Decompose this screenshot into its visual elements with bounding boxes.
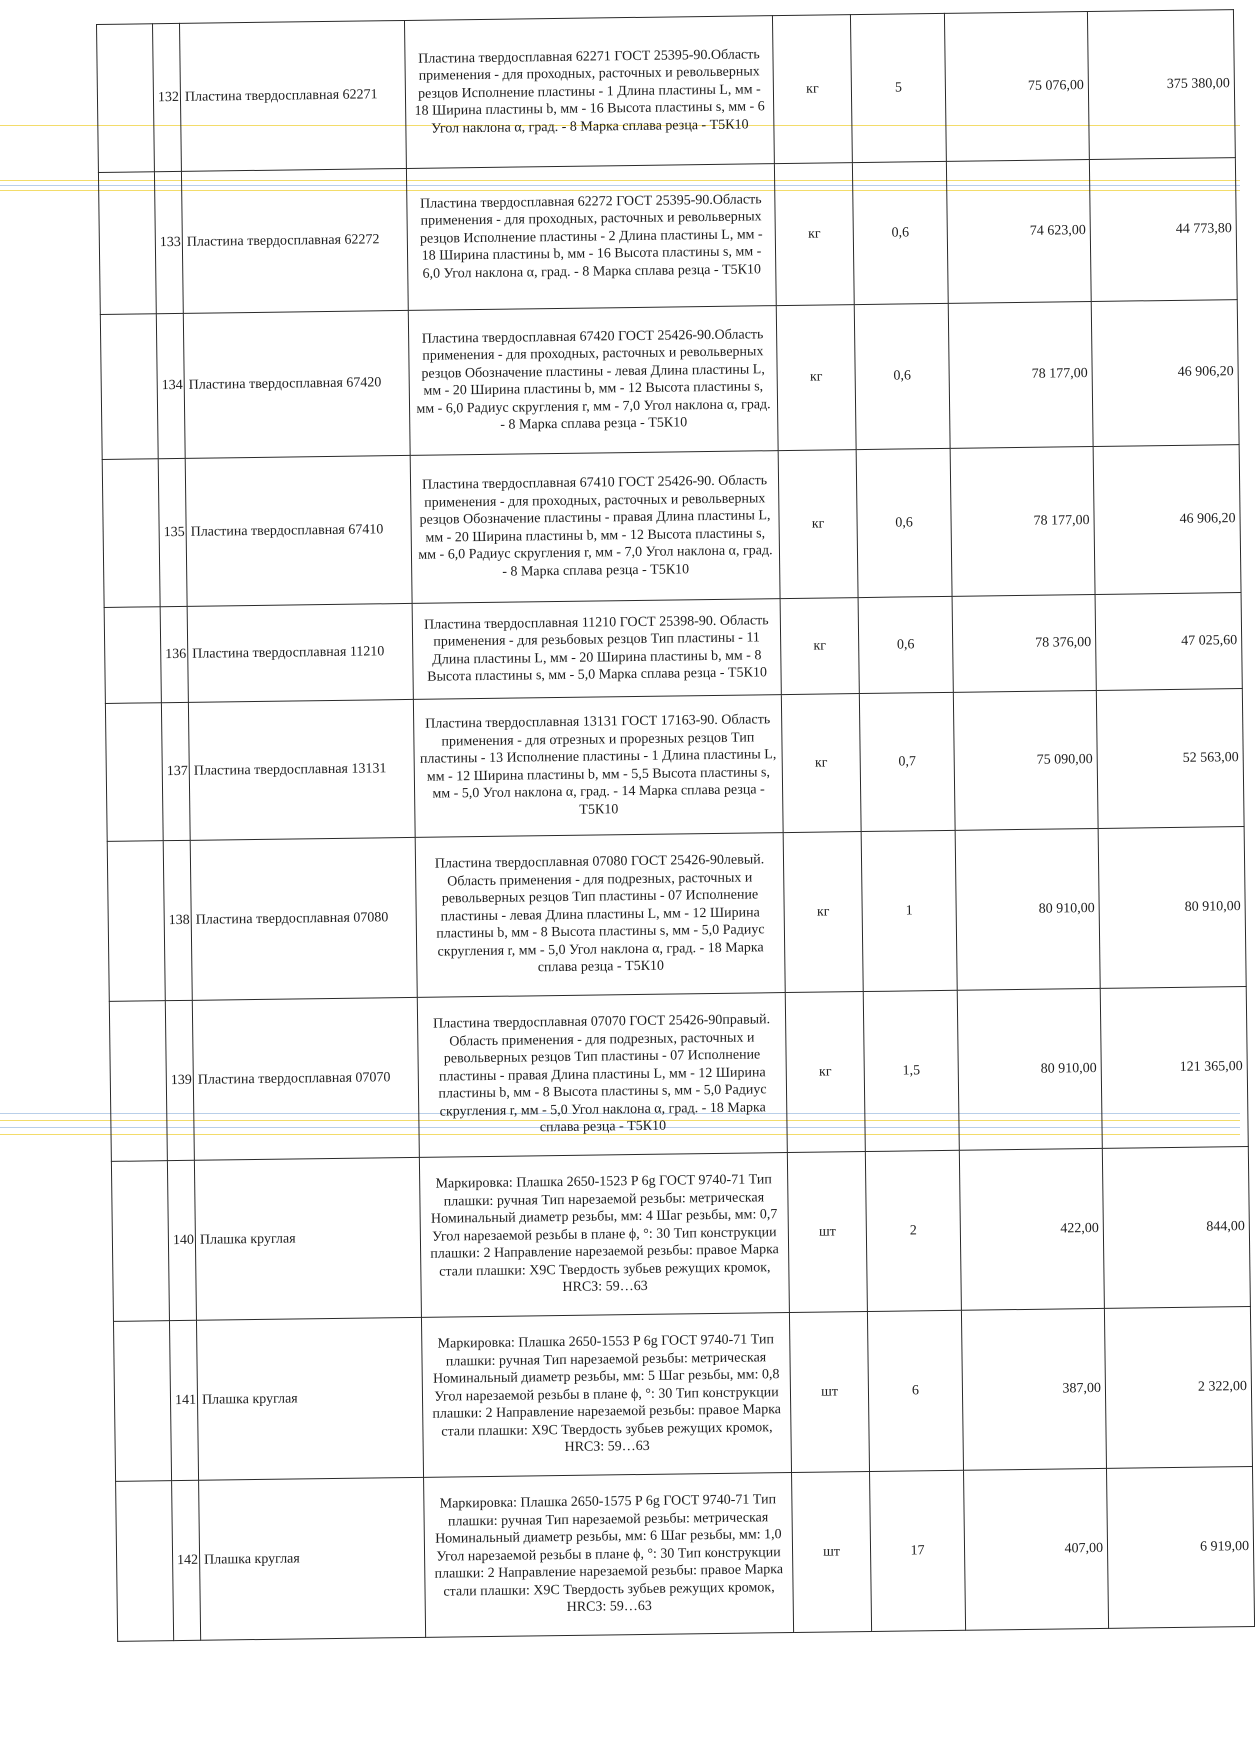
row-number: 136 bbox=[160, 606, 188, 702]
total-sum: 52 563,00 bbox=[1096, 689, 1244, 829]
unit-of-measure: кг bbox=[783, 832, 863, 993]
unit-of-measure: шт bbox=[787, 1152, 867, 1313]
row-margin-cell bbox=[113, 1321, 171, 1482]
quantity: 0,6 bbox=[854, 303, 950, 449]
item-description: Маркировка: Плашка 2650-1575 P 6g ГОСТ 9740-71 Тип плашки: ручная Тип нарезаемой резьбы: метрическая Номинальный диаметр резьбы, мм: 6 Шаг резьбы, мм: 1,0 Угол нарезаемой резьбы в плане ϕ, °: 30 Тип конструкции плашки: 2 Направление нарезаемой резьбы: правое Марка стали плашки: Х9С Твердость зубьев режущих кромок, HRCЗ: 59…63 bbox=[424, 1473, 794, 1638]
row-margin-cell bbox=[109, 1001, 167, 1162]
unit-price: 407,00 bbox=[964, 1468, 1109, 1630]
table-row bbox=[107, 827, 1246, 1002]
total-sum: 46 906,20 bbox=[1091, 300, 1239, 447]
item-description: Пластина твердосплавная 67410 ГОСТ 25426-90. Область применения - для проходных, расточных и револьверных резцов Обозначение пластины - правая Длина пластины L, мм - 20 Ширина пластины b, мм - 12 Высота пластины s, мм - 6,0 Радиус скругления r, мм - 7,0 Угол наклона α, град. - 8 Марка сплава резца - Т5К10 bbox=[410, 451, 780, 604]
unit-price: 80 910,00 bbox=[955, 828, 1100, 990]
row-margin-cell bbox=[104, 607, 161, 704]
unit-of-measure: кг bbox=[772, 15, 852, 164]
quantity: 1 bbox=[861, 830, 957, 991]
row-number: 140 bbox=[167, 1160, 196, 1320]
unit-price: 78 177,00 bbox=[950, 446, 1095, 596]
total-sum: 44 773,80 bbox=[1089, 158, 1237, 302]
row-margin-cell bbox=[97, 24, 155, 173]
quantity: 6 bbox=[867, 1310, 963, 1471]
specification-table bbox=[96, 9, 1255, 1642]
quantity: 1,5 bbox=[863, 990, 959, 1151]
quantity: 0,6 bbox=[856, 448, 952, 597]
row-number: 133 bbox=[154, 171, 183, 313]
row-margin-cell bbox=[107, 841, 165, 1002]
table-row bbox=[102, 445, 1241, 608]
unit-price: 387,00 bbox=[961, 1308, 1106, 1470]
item-name: Пластина твердосплавная 67410 bbox=[185, 455, 412, 606]
item-description: Пластина твердосплавная 07070 ГОСТ 25426-90правый. Область применения - для подрезных, расточных и револьверных резцов Тип пластины - 07 Исполнение пластины - правая Длина пластины L, мм - 12 Ширина пластины b, мм - 8 Высота пластины s, мм - 5,0 Радиус скругления r, мм - 5,0 Угол наклона α, град. - 18 Марка сплава резца - Т5К10 bbox=[417, 993, 787, 1158]
row-margin-cell bbox=[102, 459, 160, 608]
unit-of-measure: кг bbox=[774, 163, 854, 306]
quantity: 17 bbox=[870, 1470, 966, 1631]
quantity: 5 bbox=[850, 13, 946, 162]
row-number: 132 bbox=[153, 23, 182, 171]
row-number: 135 bbox=[158, 458, 187, 606]
total-sum: 80 910,00 bbox=[1098, 827, 1246, 989]
unit-of-measure: шт bbox=[789, 1312, 869, 1473]
row-number: 142 bbox=[172, 1480, 201, 1640]
row-number: 134 bbox=[156, 313, 185, 458]
unit-price: 78 376,00 bbox=[952, 594, 1096, 692]
quantity: 0,7 bbox=[859, 692, 955, 831]
total-sum: 46 906,20 bbox=[1093, 445, 1241, 595]
item-name: Пластина твердосплавная 13131 bbox=[188, 699, 415, 840]
item-name: Пластина твердосплавная 07070 bbox=[192, 997, 419, 1160]
unit-price: 75 076,00 bbox=[944, 12, 1089, 162]
table-row bbox=[109, 987, 1248, 1162]
unit-of-measure: кг bbox=[785, 992, 865, 1153]
item-name: Пластина твердосплавная 67420 bbox=[183, 310, 410, 458]
row-number: 138 bbox=[163, 840, 192, 1000]
table-row bbox=[100, 300, 1239, 460]
row-margin-cell bbox=[111, 1161, 169, 1322]
table-row bbox=[113, 1306, 1252, 1481]
total-sum: 121 365,00 bbox=[1100, 987, 1248, 1149]
row-margin-cell bbox=[100, 314, 158, 460]
row-number: 141 bbox=[169, 1320, 198, 1480]
total-sum: 844,00 bbox=[1102, 1147, 1250, 1309]
unit-of-measure: кг bbox=[780, 598, 859, 695]
item-description: Пластина твердосплавная 07080 ГОСТ 25426-90левый. Область применения - для подрезных, расточных и револьверных резцов Тип пластины - 07 Исполнение пластины - левая Длина пластины L, мм - 12 Ширина пластины b, мм - 8 Высота пластины s, мм - 5,0 Радиус скругления r, мм - 5,0 Угол наклона α, град. - 18 Марка сплава резца - Т5К10 bbox=[415, 833, 785, 998]
unit-of-measure: кг bbox=[781, 694, 861, 833]
unit-price: 80 910,00 bbox=[957, 988, 1102, 1150]
item-name: Пластина твердосплавная 62272 bbox=[181, 168, 408, 313]
item-description: Пластина твердосплавная 62272 ГОСТ 25395-90.Область применения - для проходных, расточных и револьверных резцов Исполнение пластины - 2 Длина пластины L, мм - 18 Ширина пластины b, мм - 16 Высота пластины s, мм - 6,0 Угол наклона α, град. - 8 Марка сплава резца - Т5К10 bbox=[406, 164, 776, 311]
item-description: Пластина твердосплавная 13131 ГОСТ 17163-90. Область применения - для отрезных и прорезных резцов Тип пластины - 13 Исполнение пластины - 1 Длина пластины L, мм - 12 Ширина пластины b, мм - 5,5 Высота пластины s, мм - 5,0 Угол наклона α, град. - 14 Марка сплава резца - Т5К10 bbox=[413, 695, 783, 838]
row-margin-cell bbox=[105, 703, 163, 842]
unit-price: 78 177,00 bbox=[948, 301, 1093, 448]
total-sum: 2 322,00 bbox=[1104, 1306, 1252, 1468]
item-name: Пластина твердосплавная 62271 bbox=[179, 20, 406, 171]
unit-of-measure: шт bbox=[792, 1471, 872, 1632]
table-row bbox=[105, 689, 1244, 842]
unit-of-measure: кг bbox=[776, 305, 856, 451]
item-name: Плашка круглая bbox=[199, 1477, 426, 1640]
total-sum: 6 919,00 bbox=[1106, 1466, 1254, 1628]
quantity: 2 bbox=[865, 1150, 961, 1311]
table-row bbox=[97, 10, 1236, 173]
total-sum: 375 380,00 bbox=[1087, 10, 1235, 160]
row-margin-cell bbox=[98, 172, 156, 315]
table-row bbox=[116, 1466, 1255, 1641]
unit-price: 75 090,00 bbox=[953, 690, 1098, 830]
quantity: 0,6 bbox=[852, 161, 948, 304]
item-description: Пластина твердосплавная 67420 ГОСТ 25426-90.Область применения - для проходных, расточных и револьверных резцов Обозначение пластины - левая Длина пластины L, мм - 20 Ширина пластины b, мм - 12 Высота пластины s, мм - 6,0 Радиус скругления r, мм - 7,0 Угол наклона α, град. - 8 Марка сплава резца - Т5К10 bbox=[408, 306, 778, 456]
table-row bbox=[104, 593, 1242, 704]
row-number: 139 bbox=[165, 1000, 194, 1160]
item-name: Плашка круглая bbox=[194, 1157, 421, 1320]
total-sum: 47 025,60 bbox=[1095, 593, 1242, 691]
item-description: Маркировка: Плашка 2650-1553 P 6g ГОСТ 9740-71 Тип плашки: ручная Тип нарезаемой резьбы: метрическая Номинальный диаметр резьбы, мм: 5 Шаг резьбы, мм: 0,8 Угол нарезаемой резьбы в плане ϕ, °: 30 Тип конструкции плашки: 2 Направление нарезаемой резьбы: правое Марка стали плашки: Х9С Твердость зубьев режущих кромок, HRCЗ: 59…63 bbox=[421, 1313, 791, 1478]
row-number: 137 bbox=[161, 702, 190, 840]
item-description: Пластина твердосплавная 62271 ГОСТ 25395-90.Область применения - для проходных, расточных и револьверных резцов Исполнение пластины - 1 Длина пластины L, мм - 18 Ширина пластины b, мм - 16 Высота пластины s, мм - 6 Угол наклона α, град. - 8 Марка сплава резца - Т5К10 bbox=[404, 16, 774, 169]
item-name: Пластина твердосплавная 07080 bbox=[190, 837, 417, 1000]
unit-of-measure: кг bbox=[778, 450, 858, 599]
table-row bbox=[98, 158, 1237, 315]
item-name: Пластина твердосплавная 11210 bbox=[187, 603, 413, 702]
table-row bbox=[111, 1147, 1250, 1322]
unit-price: 74 623,00 bbox=[946, 160, 1091, 304]
item-description: Пластина твердосплавная 11210 ГОСТ 25398-90. Область применения - для резьбовых резцов Тип пластины - 11 Длина пластины L, мм - 20 Ширина пластины b, мм - 8 Высота пластины s, мм - 5,0 Марка сплава резца - Т5К10 bbox=[412, 599, 781, 700]
item-name: Плашка круглая bbox=[196, 1317, 423, 1480]
unit-price: 422,00 bbox=[959, 1148, 1104, 1310]
quantity: 0,6 bbox=[858, 596, 953, 693]
row-margin-cell bbox=[116, 1481, 174, 1642]
item-description: Маркировка: Плашка 2650-1523 P 6g ГОСТ 9740-71 Тип плашки: ручная Тип нарезаемой резьбы: метрическая Номинальный диаметр резьбы, мм: 4 Шаг резьбы, мм: 0,7 Угол нарезаемой резьбы в плане ϕ, °: 30 Тип конструкции плашки: 2 Направление нарезаемой резьбы: правое Марка стали плашки: Х9С Твердость зубьев режущих кромок, HRCЗ: 59…63 bbox=[419, 1153, 789, 1318]
